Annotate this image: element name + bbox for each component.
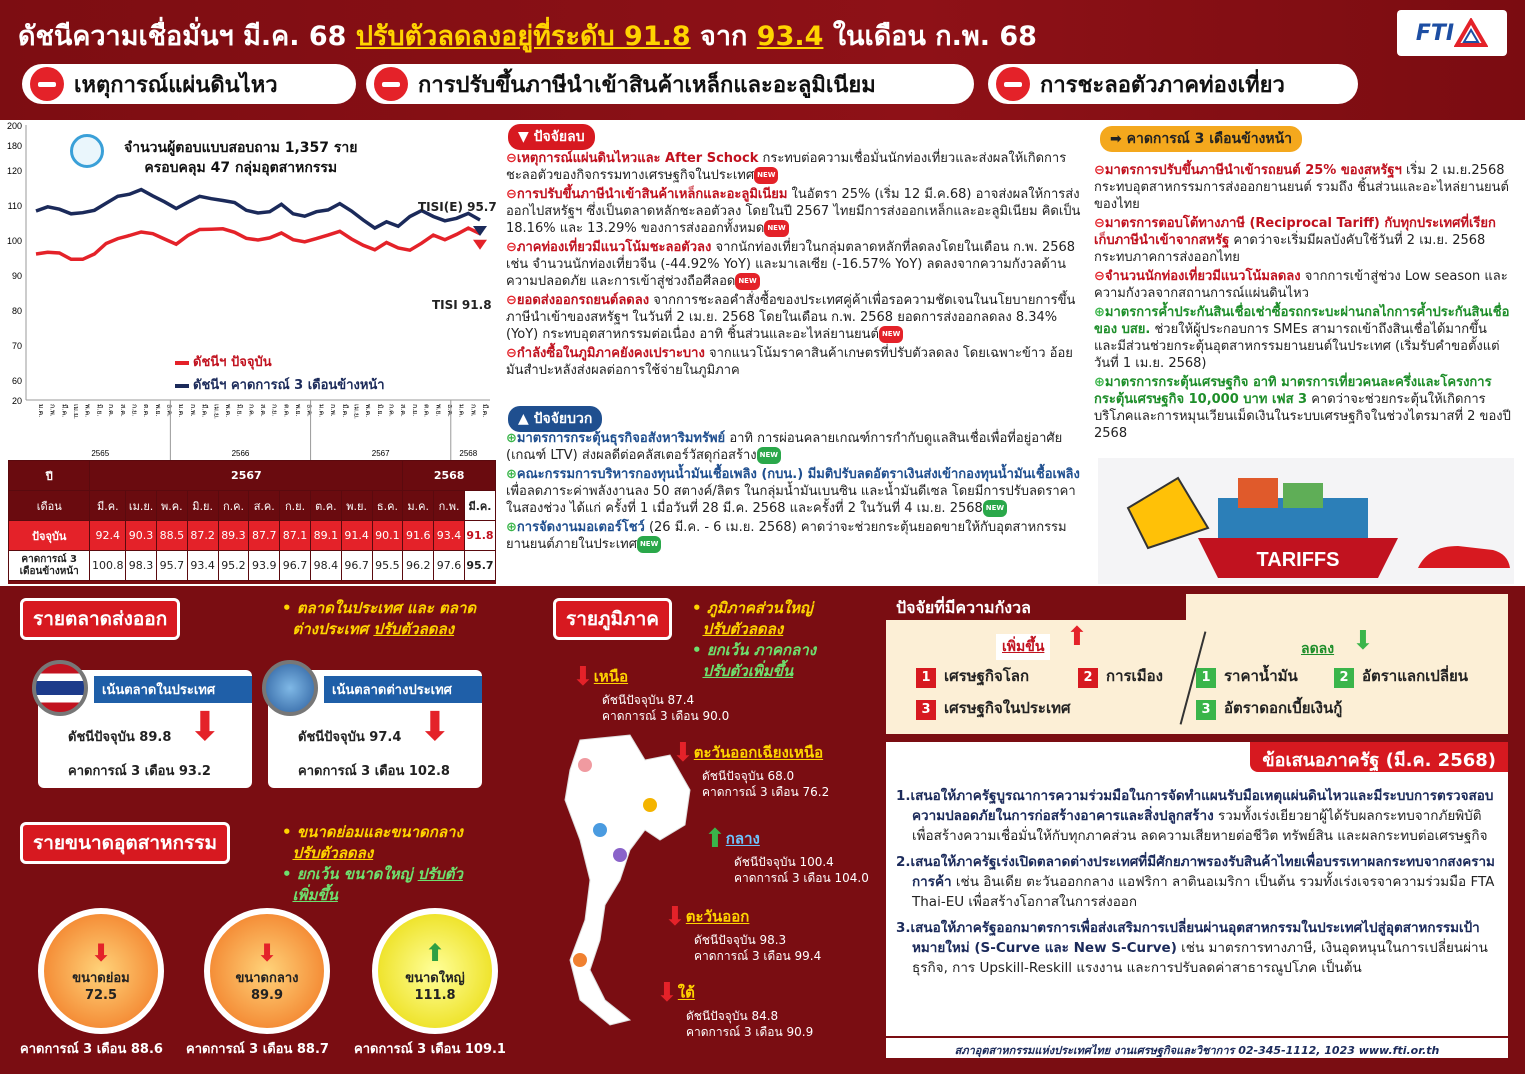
- region-exp: คาดการณ์ 3 เดือน 99.4: [694, 949, 822, 963]
- size-name: ขนาดกลาง: [235, 971, 299, 986]
- minus-circle-icon: ⊖: [1094, 269, 1105, 284]
- proposal-head: เสนอให้ภาครัฐบูรณาการความร่วมมือในการจัดทำแผนรับมือเหตุแผ่นดินไหวและมีระบบการตรวจสอบความปลอดภัยในการก่อสร้างอาคารและสิ่งปลูกสร้าง: [910, 788, 1494, 824]
- line-chart: [0, 120, 497, 460]
- export-cur: ดัชนีปัจจุบัน 97.4: [298, 730, 402, 745]
- outlook-body: ช่วยให้ผู้ประกอบการ SMEs สามารถเข้าถึงสินเชื่อได้มากขึ้น และมีส่วนช่วยกระตุ้นอุตสาหกรรมยานยนต์ในประเทศ (เริ่มรับคำขอตั้งแต่วันที่ 1 เม.ย. 2568): [1094, 322, 1500, 371]
- concern-text: อัตราดอกเบี้ยเงินกู้: [1224, 699, 1343, 717]
- rank-badge: 3: [916, 700, 936, 720]
- table-cell: 95.7: [156, 551, 187, 581]
- new-badge: NEW: [754, 167, 778, 184]
- table-year: 2568: [403, 461, 496, 491]
- table-month-label: เดือน: [9, 491, 90, 521]
- plus-circle-icon: ⊕: [506, 467, 517, 482]
- region-name: กลาง: [725, 829, 760, 848]
- outlook-head: มาตรการค้ำประกันสินเชื่อเช่าซื้อรถกระบะผ่านกลไกการค้ำประกันสินเชื่อของ บสย.: [1094, 305, 1510, 337]
- table-month: ธ.ค.: [372, 491, 403, 521]
- x-tick-label: พ.ค.: [223, 404, 231, 418]
- export-title: รายตลาดส่งออก: [20, 598, 180, 640]
- positive-title: ▲ ปัจจัยบวก: [508, 406, 602, 432]
- x-tick-label: ก.พ.: [48, 404, 56, 417]
- pill-tourism: การชะลอตัวภาคท่องเที่ยว: [988, 64, 1358, 104]
- table-cell: 98.4: [310, 551, 341, 581]
- factor-head: เหตุการณ์แผ่นดินไหวและ After Schock: [516, 151, 759, 166]
- table-month: พ.ค.: [156, 491, 187, 521]
- x-year-label: 2568: [459, 449, 478, 458]
- pin-icon: [593, 823, 607, 837]
- outlook-title: ➡ คาดการณ์ 3 เดือนข้างหน้า: [1100, 126, 1302, 152]
- region-cur: ดัชนีปัจจุบัน 100.4: [734, 855, 834, 869]
- table-cell: 96.7: [280, 551, 311, 581]
- export-card: [268, 670, 482, 788]
- concern-down-item: [1196, 696, 1342, 720]
- outlook-head: มาตรการปรับขึ้นภาษีนำเข้ารถยนต์ 25% ของสหรัฐฯ: [1104, 163, 1402, 178]
- concern-panel: [884, 592, 1510, 736]
- region-exp: คาดการณ์ 3 เดือน 104.0: [734, 871, 869, 885]
- factor-item: [506, 150, 1084, 184]
- minus-circle-icon: ⊖: [506, 346, 517, 361]
- table-cell: 93.4: [187, 551, 218, 581]
- x-tick-label: ส.ค.: [259, 404, 266, 417]
- minus-circle-icon: ⊖: [506, 293, 517, 308]
- proposal-panel: [884, 740, 1510, 1060]
- globe-icon: [262, 660, 318, 716]
- x-year-label: 2566: [231, 449, 250, 458]
- export-card-head: เน้นตลาดต่างประเทศ: [324, 676, 482, 703]
- region-note2: • ยกเว้น ภาคกลาง ปรับตัวเพิ่มขึ้น: [692, 641, 817, 680]
- size-value: 89.9: [250, 988, 284, 1003]
- arrow-down-icon: ⬇: [256, 939, 278, 967]
- footer: สภาอุตสาหกรรมแห่งประเทศไทย งานเศรษฐกิจและวิชาการ 02-345-1112, 1023 www.fti.or.th: [886, 1036, 1508, 1058]
- size-circle: [38, 908, 164, 1034]
- table-cell: 87.2: [187, 521, 218, 551]
- size-title: รายขนาดอุตสาหกรรม: [20, 822, 230, 864]
- factor-item: [506, 186, 1084, 237]
- x-tick-label: มี.ค.: [481, 404, 488, 418]
- minus-circle-icon: ⊖: [506, 151, 517, 166]
- table-month: มี.ค.: [90, 491, 126, 521]
- outlook-body: เริ่ม 2 เม.ย.2568 กระทบอุตสาหกรรมการส่งออกยานยนต์ รวมถึง ชิ้นส่วนและอะไหล่ยานยนต์ของไทย: [1094, 163, 1509, 212]
- region-item: [664, 902, 821, 964]
- size-note: • ขนาดย่อมและขนาดกลาง ปรับตัวลดลง: [282, 823, 463, 862]
- table-month: ม.ค.: [403, 491, 434, 521]
- x-tick-label: ส.ค.: [399, 404, 407, 417]
- proposal-item: [896, 786, 1498, 846]
- factor-item: [506, 430, 1084, 464]
- arrow-up-icon: ⬆: [704, 824, 726, 854]
- proposal-head: เสนอให้ภาครัฐเร่งเปิดตลาดต่างประเทศที่มีศักยภาพรองรับสินค้าไทยเพื่อบรรเทาผลกระทบจากสงครามการค้า: [910, 854, 1495, 890]
- table-cell: 96.7: [341, 551, 372, 581]
- table-cell: 96.2: [403, 551, 434, 581]
- pill-steel-tariff: การปรับขึ้นภาษีนำเข้าสินค้าเหล็กและอะลูมิเนียม: [366, 64, 974, 104]
- thumbs-down-icon: ▼: [518, 129, 534, 145]
- proposal-item: [896, 918, 1498, 978]
- region-cur: ดัชนีปัจจุบัน 98.3: [694, 933, 787, 947]
- concern-up-item: [916, 664, 1029, 688]
- x-tick-label: มี.ค.: [60, 404, 68, 418]
- table-cell: 89.1: [310, 521, 341, 551]
- concern-down-label: ลดลง: [1301, 641, 1335, 657]
- table-cell: 92.4: [90, 521, 126, 551]
- region-title: รายภูมิภาค: [553, 598, 672, 640]
- arrow-down-icon: ⬇: [572, 662, 594, 692]
- factor-item: [506, 345, 1084, 379]
- x-tick-label: มี.ค.: [200, 404, 208, 418]
- factor-item: [506, 519, 1084, 553]
- plus-circle-icon: ⊕: [506, 520, 517, 535]
- size-name: ขนาดย่อม: [72, 971, 130, 986]
- size-value: 111.8: [414, 988, 456, 1003]
- factor-body: จากแนวโน้มราคาสินค้าเกษตรที่ปรับตัวลดลง โดยเฉพาะข้าว อ้อย มันสำปะหลังส่งผลต่อการใช้จ่ายในภูมิภาค: [506, 346, 1073, 378]
- region-item: [572, 662, 729, 724]
- new-badge: NEW: [879, 326, 903, 343]
- region-exp: คาดการณ์ 3 เดือน 76.2: [702, 785, 830, 799]
- tariffs-illustration: [1098, 458, 1514, 584]
- table-year: 2567: [90, 461, 403, 491]
- table-cell: 91.6: [403, 521, 434, 551]
- factor-body: (26 มี.ค. - 6 เม.ย. 2568) คาดว่าจะช่วยกระตุ้นยอดขายให้กับอุตสาหกรรมยานยนต์ภายในประเทศ: [506, 520, 1067, 552]
- y-tick-label: 20: [11, 396, 22, 406]
- outlook-panel: [1090, 122, 1518, 584]
- plus-circle-icon: ⊕: [1094, 305, 1105, 320]
- x-tick-label: ต.ค.: [142, 404, 150, 418]
- concern-up-item: [916, 696, 1071, 720]
- x-year-label: 2565: [91, 449, 110, 458]
- factor-head: คณะกรรมการบริหารกองทุนน้ำมันเชื้อเพลิง (กบน.) มีมติปรับลดอัตราเงินส่งเข้ากองทุนน้ำมันเชื้อเพลิง: [516, 467, 1080, 482]
- table-row-label: คาดการณ์ 3 เดือนข้างหน้า: [9, 551, 90, 581]
- factor-item: [506, 292, 1084, 343]
- table-cell: 95.2: [218, 551, 249, 581]
- x-tick-label: ม.ค.: [317, 404, 325, 418]
- outlook-body: จากการเข้าสู่ช่วง Low season และความกังวลจากสถานการณ์แผ่นดินไหว: [1094, 269, 1508, 301]
- minus-circle-icon: ⊖: [506, 240, 517, 255]
- proposal-head: เสนอให้ภาครัฐออกมาตรการเพื่อส่งเสริมการเปลี่ยนผ่านอุตสาหกรรมในประเทศไปสู่อุตสาหกรรมเป้าหมายใหม่ (S-Curve และ New S-Curve): [910, 920, 1480, 956]
- legend-current: ดัชนีฯ ปัจจุบัน: [175, 351, 272, 372]
- plus-circle-icon: ⊕: [506, 431, 517, 446]
- outlook-body: คาดว่าจะเริ่มมีผลบังคับใช้วันที่ 2 เม.ย. 2568 กระทบภาคการส่งออกไทย: [1094, 233, 1486, 265]
- region-values: [694, 932, 821, 964]
- proposal-item: [896, 852, 1498, 912]
- proposal-body: เช่น มาตรการทางภาษี, เงินอุดหนุนในการเปลี่ยนผ่านธุรกิจ, การ Upskill-Reskill แรงงาน และการปรับลดค่าสาธารณูปโภค เป็นต้น: [912, 940, 1488, 976]
- proposal-number: 2.: [896, 854, 911, 870]
- outlook-head: มาตรการกระตุ้นเศรษฐกิจ อาทิ มาตรการเที่ยวคนละครึ่งและโครงการกระตุ้นเศรษฐกิจ 10,000 บาท เฟส 3: [1094, 375, 1492, 407]
- region-values: [734, 854, 869, 886]
- export-card-head: เน้นตลาดในประเทศ: [94, 676, 252, 703]
- x-tick-label: พ.ย.: [434, 404, 442, 417]
- survey-icon: [70, 134, 104, 168]
- table-cell: 95.7: [464, 551, 495, 581]
- region-name: ใต้: [677, 983, 695, 1002]
- factor-body: ในอัตรา 25% (เริ่ม 12 มี.ค.68) อาจส่งผลให้การส่งออกไปสหรัฐฯ ซึ่งเป็นตลาดหลักชะลอตัวลง โดยในปี 2567 ไทยมีการส่งออกเหล็กและอะลูมิเนียม คิดเป็น 18.16% และ 13.29% ของการส่งออกทั้งหมด: [506, 187, 1081, 236]
- outlook-item: [1094, 215, 1514, 266]
- table-month: ต.ค.: [310, 491, 341, 521]
- outlook-head: มาตรการตอบโต้ทางภาษี (Reciprocal Tariff) กับทุกประเทศที่เรียกเก็บภาษีนำเข้าจากสหรัฐ: [1094, 216, 1496, 248]
- region-name: ตะวันออก: [685, 907, 750, 926]
- x-tick-label: ต.ค.: [422, 404, 430, 418]
- region-item: [656, 978, 813, 1040]
- size-circle: [372, 908, 498, 1034]
- table-cell: 91.4: [341, 521, 372, 551]
- outlook-head: จำนวนนักท่องเที่ยวมีแนวโน้มลดลง: [1104, 269, 1301, 284]
- negative-title: ▼ ปัจจัยลบ: [508, 124, 595, 150]
- plus-circle-icon: ⊕: [1094, 375, 1105, 390]
- table-cell: 100.8: [90, 551, 126, 581]
- new-badge: NEW: [735, 273, 759, 290]
- arrow-up-icon: ⬆: [424, 939, 446, 967]
- factor-head: ยอดส่งออกรถยนต์ลดลง: [516, 293, 650, 308]
- factor-body: อาทิ การผ่อนคลายเกณฑ์การกำกับดูแลสินเชื่อเพื่อที่อยู่อาศัย (เกณฑ์ LTV) ส่งผลดีต่อคลัสเตอร์วัสดุก่อสร้าง: [506, 431, 1063, 463]
- x-tick-label: ธ.ค.: [305, 404, 313, 417]
- x-tick-label: ก.ค.: [107, 404, 115, 417]
- outlook-item: [1094, 304, 1514, 372]
- x-tick-label: ก.ย.: [270, 404, 278, 417]
- index-table: [8, 460, 496, 584]
- x-tick-label: ต.ค.: [282, 404, 290, 418]
- table-row-label: ปัจจุบัน: [9, 521, 90, 551]
- new-badge: NEW: [757, 447, 781, 464]
- table-month: มี.ค.: [464, 491, 495, 521]
- arrow-up-icon: ⬆: [1066, 622, 1088, 652]
- x-tick-label: ก.ค.: [387, 404, 395, 417]
- arrow-down-icon: ⬇: [90, 939, 112, 967]
- table-cell: 88.5: [156, 521, 187, 551]
- tisi-label: TISI 91.8: [432, 298, 492, 312]
- table-month: พ.ย.: [341, 491, 372, 521]
- factor-item: [506, 239, 1084, 290]
- arrow-down-icon: ⬇: [664, 902, 686, 932]
- legend-expected: ดัชนีฯ คาดการณ์ 3 เดือนข้างหน้า: [175, 374, 385, 395]
- table-cell: 89.3: [218, 521, 249, 551]
- size-circle: [204, 908, 330, 1034]
- fti-logo: FTI: [1397, 10, 1507, 56]
- export-card: [38, 670, 252, 788]
- concern-up-item: [1078, 664, 1163, 688]
- export-note: • ตลาดในประเทศ และ ตลาด ต่างประเทศ ปรับตัวลดลง: [282, 599, 477, 638]
- new-badge: NEW: [637, 536, 661, 553]
- arrow-down-icon: ⬇: [418, 704, 452, 750]
- size-expected: คาดการณ์ 3 เดือน 109.1: [354, 1042, 506, 1057]
- table-cell: 98.3: [126, 551, 157, 581]
- x-tick-label: ส.ค.: [118, 404, 126, 417]
- pin-icon: [573, 953, 587, 967]
- x-tick-label: เม.ย.: [212, 404, 220, 419]
- x-tick-label: มิ.ย.: [95, 404, 103, 417]
- factor-body: เพื่อลดภาระค่าพลังงานลง 50 สตางค์/ลิตร ในกลุ่มน้ำมันเบนซิน และน้ำมันดีเซล โดยมีการปรับลดราคาในสองช่วง ได้แก่ ครั้งที่ 1 เมื่อวันที่ 28 มี.ค. 2568 และครั้งที่ 2 ในวันที่ 4 เม.ย. 2568: [506, 484, 1076, 516]
- x-tick-label: ม.ค.: [177, 404, 185, 418]
- rank-badge: 1: [1196, 668, 1216, 688]
- svg-text:TARIFFS: TARIFFS: [1256, 549, 1340, 571]
- y-tick-label: 70: [11, 341, 22, 351]
- minus-icon: [374, 67, 408, 101]
- concern-text: เศรษฐกิจโลก: [944, 667, 1030, 685]
- proposal-body: รวมทั้งเร่งเยียวยาผู้ได้รับผลกระทบจากภัยพิบัติเพื่อสร้างความเชื่อมั่นให้กับทุกภาคส่วน ลดความเสียหายต่อชีวิต ทรัพย์สิน และผลกระทบต่อเศรษฐกิจ: [912, 808, 1488, 844]
- factor-head: การจัดงานมอเตอร์โชว์: [516, 520, 645, 535]
- factor-body: จากนักท่องเที่ยวในกลุ่มตลาดหลักที่ลดลงโดยในเดือน ก.พ. 2568 เช่น จำนวนนักท่องเที่ยวจีน (-44.92% YoY) และมาเลเซีย (-16.57% YoY) ลดลงจากความกังวลด้านความปลอดภัย และการเข้าสู่ช่วงถือศีลอด: [506, 240, 1076, 289]
- minus-circle-icon: ⊖: [506, 187, 517, 202]
- tisi-e-label: TISI(E) 95.7: [418, 200, 497, 214]
- minus-circle-icon: ⊖: [1094, 163, 1105, 178]
- y-tick-label: 60: [11, 376, 22, 386]
- x-tick-label: ก.พ.: [188, 404, 196, 417]
- region-name: ตะวันออกเฉียงเหนือ: [693, 743, 824, 762]
- factor-head: การปรับขึ้นภาษีนำเข้าสินค้าเหล็กและอะลูมิเนียม: [516, 187, 788, 202]
- pin-icon: [613, 848, 627, 862]
- table-cell: 97.6: [434, 551, 465, 581]
- region-note: • ภูมิภาคส่วนใหญ่ ปรับตัวลดลง: [692, 599, 813, 638]
- export-cur: ดัชนีปัจจุบัน 89.8: [68, 730, 172, 745]
- region-item: [704, 824, 869, 886]
- table-cell: 95.5: [372, 551, 403, 581]
- concern-text: อัตราแลกเปลี่ยน: [1362, 667, 1469, 685]
- minus-circle-icon: ⊖: [1094, 216, 1105, 231]
- table-cell: 93.4: [434, 521, 465, 551]
- x-tick-label: ก.พ.: [329, 404, 337, 417]
- x-tick-label: ก.พ.: [469, 404, 477, 417]
- x-tick-label: ธ.ค.: [165, 404, 173, 417]
- x-tick-label: ม.ค.: [37, 404, 44, 418]
- table-cell: 93.9: [249, 551, 280, 581]
- arrow-down-icon: ⬇: [672, 738, 694, 768]
- x-tick-label: มิ.ย.: [235, 404, 243, 417]
- x-tick-label: พ.ย.: [294, 404, 302, 417]
- concern-up-label: เพิ่มขึ้น: [996, 634, 1050, 660]
- factor-body: จากการชะลอคำสั่งซื้อของประเทศคู่ค้าเพื่อรอความชัดเจนในนโยบายการขึ้นภาษีนำเข้าของสหรัฐฯ ในวันที่ 2 เม.ย. 2568 โดยในเดือน ก.พ. 2568 ยอดการส่งออกลดลง 8.34% (YoY) กระทบอุตสาหกรรมต่อเนื่อง อาทิ ชิ้นส่วนและอะไหล่ยานยนต์: [506, 293, 1076, 342]
- factor-head: กำลังซื้อในภูมิภาคยังคงเปราะบาง: [516, 346, 705, 361]
- proposal-number: 3.: [896, 920, 911, 936]
- factor-head: มาตรการกระตุ้นธุรกิจอสังหาริมทรัพย์: [516, 431, 726, 446]
- new-badge: NEW: [764, 220, 788, 237]
- proposal-title: ข้อเสนอภาครัฐ (มี.ค. 2568): [1250, 742, 1508, 772]
- proposal-number: 1.: [896, 788, 911, 804]
- table-cell: 87.1: [280, 521, 311, 551]
- region-values: [686, 1008, 813, 1040]
- y-tick-label: 90: [11, 271, 22, 281]
- x-tick-label: มิ.ย.: [375, 404, 383, 417]
- table-month: เม.ย.: [126, 491, 157, 521]
- x-tick-label: พ.ค.: [83, 404, 91, 418]
- factor-head: ภาคท่องเที่ยวมีแนวโน้มชะลอตัวลง: [516, 240, 712, 255]
- x-tick-label: พ.ย.: [153, 404, 161, 417]
- y-tick-label: 100: [6, 236, 22, 246]
- size-note2: • ยกเว้น ขนาดใหญ่ ปรับตัว เพิ่มขึ้น: [282, 865, 463, 904]
- outlook-item: [1094, 374, 1514, 442]
- x-tick-label: เม.ย.: [72, 404, 80, 419]
- x-tick-label: เม.ย.: [352, 404, 360, 419]
- outlook-item: [1094, 162, 1514, 213]
- rank-badge: 3: [1196, 700, 1216, 720]
- size-expected: คาดการณ์ 3 เดือน 88.6: [20, 1042, 163, 1057]
- region-cur: ดัชนีปัจจุบัน 87.4: [602, 693, 695, 707]
- series-current-end-marker: [473, 240, 487, 250]
- x-tick-label: พ.ค.: [364, 404, 372, 418]
- size-expected: คาดการณ์ 3 เดือน 88.7: [186, 1042, 329, 1057]
- minus-icon: [996, 67, 1030, 101]
- rank-badge: 1: [916, 668, 936, 688]
- x-tick-label: ก.ย.: [410, 404, 418, 417]
- concern-text: การเมือง: [1106, 667, 1163, 685]
- table-month: มิ.ย.: [187, 491, 218, 521]
- concern-text: เศรษฐกิจในประเทศ: [944, 699, 1071, 717]
- factors-panel: [500, 122, 1088, 584]
- region-item: [672, 738, 829, 800]
- region-exp: คาดการณ์ 3 เดือน 90.0: [602, 709, 730, 723]
- table-cell: 91.8: [464, 521, 495, 551]
- table-year-label: ปี: [9, 461, 90, 491]
- series-expected-line: [36, 190, 480, 229]
- survey-note: จำนวนผู้ตอบแบบสอบถาม 1,357 ราย ครอบคลุม 47 กลุ่มอุตสาหกรรม: [124, 140, 358, 176]
- y-tick-label: 110: [7, 201, 22, 211]
- table-month: ก.ย.: [280, 491, 311, 521]
- export-exp: คาดการณ์ 3 เดือน 102.8: [298, 764, 450, 779]
- y-tick-label: 180: [6, 141, 22, 151]
- size-value: 72.5: [84, 988, 118, 1003]
- arrow-down-icon: ⬇: [188, 704, 222, 750]
- minus-icon: [30, 67, 64, 101]
- region-name: เหนือ: [593, 667, 629, 686]
- pin-icon: [643, 798, 657, 812]
- thumbs-up-icon: ▲: [518, 411, 534, 427]
- region-values: [702, 768, 829, 800]
- thailand-flag-icon: [32, 660, 88, 716]
- region-cur: ดัชนีปัจจุบัน 68.0: [702, 769, 795, 783]
- page-title: ดัชนีความเชื่อมั่นฯ มี.ค. 68 ปรับตัวลดลงอยู่ที่ระดับ 91.8 จาก 93.4 ในเดือน ก.พ. 68: [18, 21, 1037, 52]
- export-exp: คาดการณ์ 3 เดือน 93.2: [68, 764, 211, 779]
- size-name: ขนาดใหญ่: [405, 971, 465, 986]
- table-month: ก.พ.: [434, 491, 465, 521]
- table-cell: 90.3: [126, 521, 157, 551]
- arrow-down-icon: ⬇: [1352, 626, 1374, 656]
- concern-text: ราคาน้ำมัน: [1224, 667, 1298, 685]
- pill-earthquake: เหตุการณ์แผ่นดินไหว: [22, 64, 356, 104]
- y-tick-label: 120: [6, 166, 22, 176]
- table-cell: 87.7: [249, 521, 280, 551]
- concern-title: ปัจจัยที่มีความกังวล: [886, 594, 1186, 620]
- y-tick-label: 200: [6, 121, 22, 131]
- region-values: [602, 692, 729, 724]
- y-tick-label: 80: [11, 306, 22, 316]
- x-tick-label: ก.ย.: [130, 404, 138, 417]
- x-tick-label: มี.ค.: [340, 404, 348, 418]
- x-tick-label: ธ.ค.: [445, 404, 453, 417]
- pin-icon: [578, 758, 592, 772]
- x-tick-label: ก.ค.: [247, 404, 255, 417]
- series-current-line: [36, 228, 480, 259]
- proposal-body: เช่น อินเดีย ตะวันออกกลาง แอฟริกา ลาตินอเมริกา เป็นต้น รวมทั้งเร่งเจรจาความร่วมมือ FTA Thai-EU เพื่อสร้างโอกาสในการส่งออก: [912, 874, 1495, 910]
- factor-item: [506, 466, 1084, 517]
- table-cell: 90.1: [372, 521, 403, 551]
- fti-triangle-icon: [1454, 18, 1488, 48]
- new-badge: NEW: [983, 500, 1007, 517]
- concern-down-item: [1196, 664, 1298, 688]
- arrow-down-icon: ⬇: [656, 978, 678, 1008]
- rank-badge: 2: [1334, 668, 1354, 688]
- table-month: ส.ค.: [249, 491, 280, 521]
- concern-down-item: [1334, 664, 1468, 688]
- x-tick-label: ม.ค.: [457, 404, 465, 418]
- arrow-right-icon: ➡: [1110, 131, 1127, 147]
- factor-body: กระทบต่อความเชื่อมั่นนักท่องเที่ยวและส่งผลให้เกิดการชะลอตัวของกิจกรรมทางเศรษฐกิจในประเทศ: [506, 151, 1067, 183]
- outlook-item: [1094, 268, 1514, 302]
- x-year-label: 2567: [371, 449, 390, 458]
- region-cur: ดัชนีปัจจุบัน 84.8: [686, 1009, 779, 1023]
- table-month: ก.ค.: [218, 491, 249, 521]
- rank-badge: 2: [1078, 668, 1098, 688]
- region-exp: คาดการณ์ 3 เดือน 90.9: [686, 1025, 814, 1039]
- outlook-body: คาดว่าจะช่วยกระตุ้นให้เกิดการบริโภคและการหมุนเวียนเม็ดเงินในระบบเศรษฐกิจในช่วงไตรมาสที่ 2 ของปี 2568: [1094, 392, 1511, 441]
